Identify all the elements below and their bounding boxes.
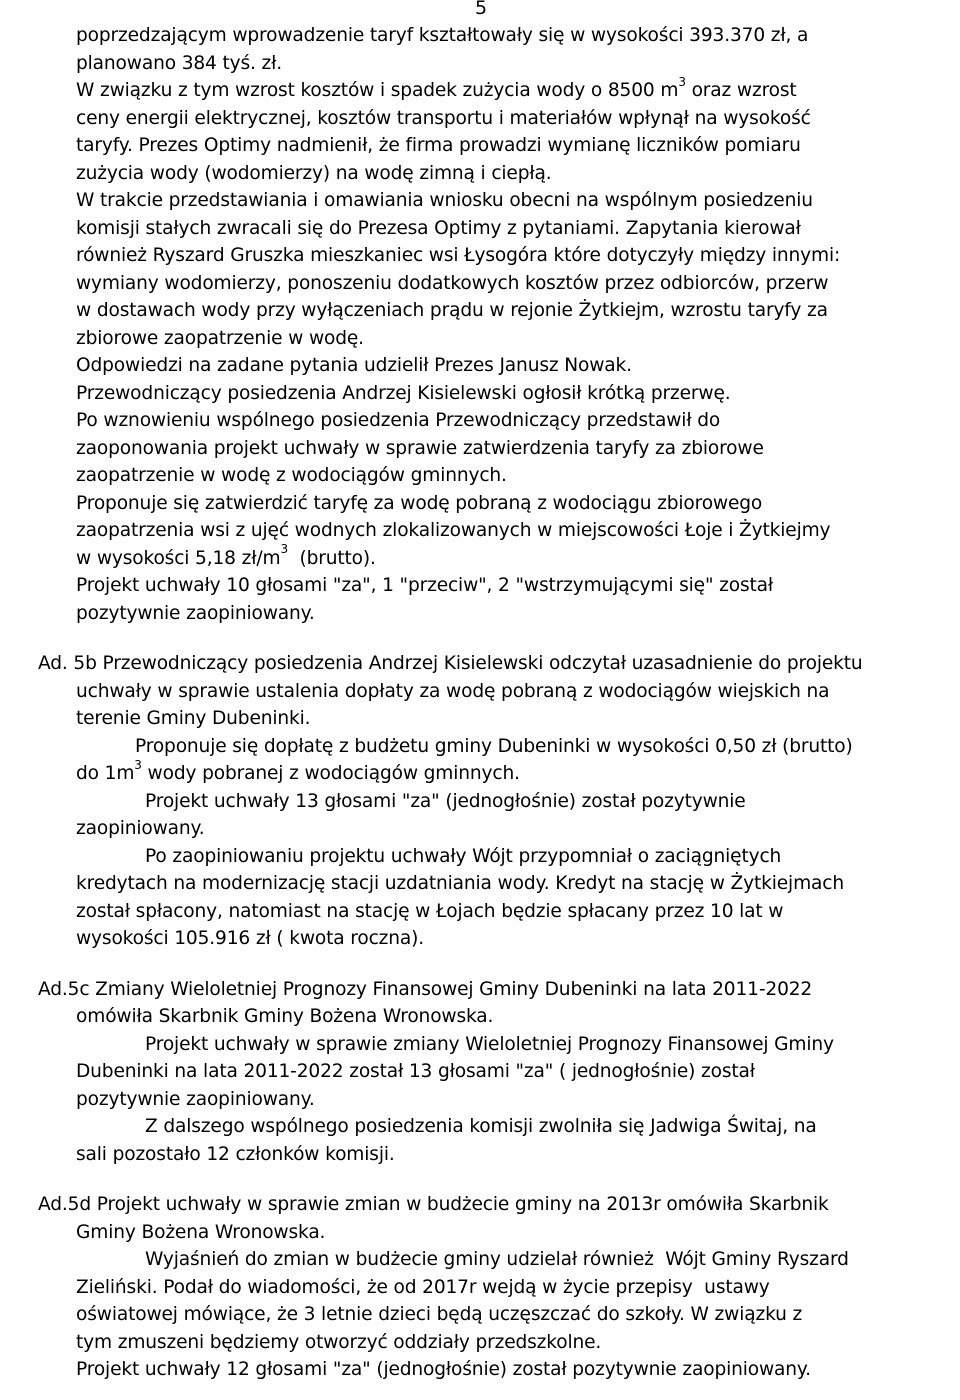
- text-line: [76, 542, 960, 573]
- text-line: wymiany wodomierzy, ponoszeniu dodatkowych kosztów przez odbiorców, przerw: [76, 272, 829, 294]
- text-line: uchwały w sprawie ustalenia dopłaty za wodę pobraną z wodociągów wiejskich na: [76, 680, 830, 702]
- text-line: terenie Gminy Dubeninki.: [76, 708, 311, 729]
- text-line: Z dalszego wspólnego posiedzenia komisji zwolniła się Jadwiga Świtaj, na: [145, 1116, 817, 1137]
- text-line: W trakcie przedstawiania i omawiania wniosku obecni na wspólnym posiedzeniu: [76, 190, 813, 211]
- text-segment: (brutto).: [287, 547, 376, 569]
- text-line: sali pozostało 12 członków komisji.: [76, 1143, 395, 1165]
- text-line: oświatowej mówiące, że 3 letnie dzieci będą uczęszczać do szkoły. W związku z: [76, 1304, 803, 1325]
- text-line: pozytywnie zaopiniowany.: [76, 602, 315, 624]
- text-line: zbiorowe zaopatrzenie w wodę.: [76, 327, 364, 349]
- text-line: Gminy Bożena Wronowska.: [76, 1221, 326, 1243]
- text-line: ceny energii elektrycznej, kosztów transportu i materiałów wpłynął na wysokość: [76, 107, 811, 129]
- paragraph-gap: [0, 1168, 960, 1191]
- text-line: został spłacony, natomiast na stację w Łojach będzie spłacany przez 10 lat w: [76, 900, 784, 922]
- text-line: Ad.5d Projekt uchwały w sprawie zmian w budżecie gminy na 2013r omówiła Skarbnik: [38, 1194, 829, 1215]
- text-line: poprzedzającym wprowadzenie taryf kształtowały się w wysokości 393.370 zł, a: [76, 25, 809, 46]
- text-line: Zieliński. Podał do wiadomości, że od 2017r wejdą w życie przepisy ustawy: [76, 1276, 770, 1298]
- text-line: Projekt uchwały 13 głosami "za" (jednogłośnie) został pozytywnie: [145, 790, 746, 812]
- text-line: zaopatrzenia wsi z ujęć wodnych zlokalizowanych w miejscowości Łoje i Żytkiejmy: [76, 520, 831, 541]
- text-line: Dubeninki na lata 2011-2022 został 13 głosami "za" ( jednogłośnie) został: [76, 1061, 755, 1082]
- text-segment: do 1m: [76, 763, 135, 784]
- text-line: Projekt uchwały w sprawie zmiany Wieloletniej Prognozy Finansowej Gminy: [145, 1033, 834, 1055]
- text-line: kredytach na modernizację stacji uzdatniania wody. Kredyt na stację w Żytkiejmach: [76, 873, 844, 894]
- paragraph-gap: [0, 953, 960, 976]
- text-line: zużycia wody (wodomierzy) na wodę zimną i ciepłą.: [76, 162, 552, 184]
- superscript: 3: [134, 757, 142, 772]
- text-line: zaopatrzenie w wodę z wodociągów gminnych.: [76, 465, 507, 486]
- text-line: [76, 74, 960, 105]
- page-number: 5: [475, 0, 488, 19]
- text-line: Przewodniczący posiedzenia Andrzej Kisielewski ogłosił krótką przerwę.: [76, 382, 731, 404]
- text-segment: oraz wzrost: [685, 80, 797, 101]
- text-segment: wody pobranej z wodociągów gminnych.: [141, 763, 520, 784]
- text-line: Po wznowieniu wspólnego posiedzenia Przewodniczący przedstawił do: [76, 410, 721, 431]
- text-line: tym zmuszeni będziemy otworzyć oddziały przedszkolne.: [76, 1331, 602, 1353]
- text-line: Proponuje się dopłatę z budżetu gminy Dubeninki w wysokości 0,50 zł (brutto): [135, 735, 853, 757]
- text-line: taryfy. Prezes Optimy nadmienił, że firma prowadzi wymianę liczników pomiaru: [76, 135, 801, 156]
- text-line: Po zaopiniowaniu projektu uchwały Wójt przypomniał o zaciągniętych: [145, 845, 782, 867]
- superscript: 3: [678, 74, 686, 89]
- text-line: Odpowiedzi na zadane pytania udzielił Prezes Janusz Nowak.: [76, 355, 632, 376]
- text-line: pozytywnie zaopiniowany.: [76, 1088, 315, 1110]
- text-line: omówiła Skarbnik Gminy Bożena Wronowska.: [76, 1006, 494, 1027]
- text-line: Proponuje się zatwierdzić taryfę za wodę pobraną z wodociągu zbiorowego: [76, 492, 763, 514]
- text-line: w dostawach wody przy wyłączeniach prądu w rejonie Żytkiejm, wzrostu taryfy za: [76, 300, 828, 321]
- superscript: 3: [280, 542, 288, 557]
- text-line: Ad.5c Zmiany Wieloletniej Prognozy Finansowej Gminy Dubeninki na lata 2011-2022: [38, 978, 813, 1000]
- text-line: [76, 757, 960, 788]
- text-line: wysokości 105.916 zł ( kwota roczna).: [76, 928, 424, 949]
- text-segment: w wysokości 5,18 zł/m: [76, 547, 281, 569]
- text-line: planowano 384 tyś. zł.: [76, 52, 283, 74]
- text-line: komisji stałych zwracali się do Prezesa Optimy z pytaniami. Zapytania kierował: [76, 217, 801, 239]
- text-segment: W związku z tym wzrost kosztów i spadek zużycia wody o 8500 m: [76, 80, 679, 101]
- text-line: zaopiniowany.: [76, 818, 205, 839]
- document-body: [0, 22, 960, 1384]
- text-line: Ad. 5b Przewodniczący posiedzenia Andrzej Kisielewski odczytał uzasadnienie do projektu: [38, 653, 863, 674]
- paragraph-gap: [0, 627, 960, 650]
- text-line: Projekt uchwały 10 głosami "za", 1 "przeciw", 2 "wstrzymującymi się" został: [76, 575, 774, 596]
- text-line: zaoponowania projekt uchwały w sprawie zatwierdzenia taryfy za zbiorowe: [76, 437, 764, 459]
- text-line: również Ryszard Gruszka mieszkaniec wsi Łysogóra które dotyczyły między innymi:: [76, 245, 841, 266]
- text-line: Projekt uchwały 12 głosami "za" (jednogłośnie) został pozytywnie zaopiniowany.: [76, 1359, 811, 1380]
- text-line: Wyjaśnień do zmian w budżecie gminy udzielał również Wójt Gminy Ryszard: [145, 1249, 849, 1270]
